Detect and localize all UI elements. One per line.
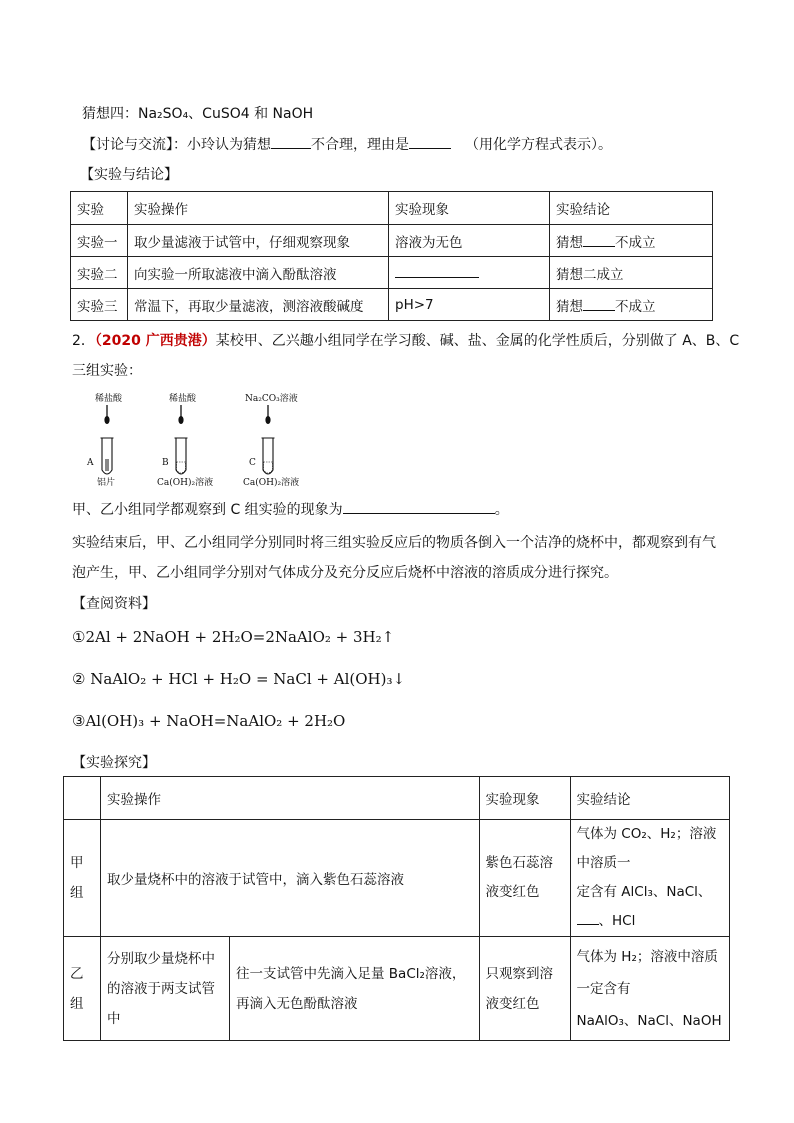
reagent-label: Na₂CO₃溶液 — [245, 394, 298, 404]
observe-suffix: 。 — [494, 502, 509, 518]
experiment-operation: 常温下，再取少量滤液，测溶液酸碱度 — [128, 289, 389, 321]
paragraph-line: 泡产生，甲、乙小组同学分别对气体成分及充分反应后烧杯中溶液的溶质成分进行探究。 — [72, 565, 618, 581]
conclusion-suffix: 不成立 — [615, 298, 656, 315]
tube-c — [243, 392, 299, 488]
experiment-name: 实验二 — [71, 257, 128, 289]
answer-blank[interactable] — [271, 134, 311, 149]
observe-prefix: 甲、乙小组同学都观察到 C 组实验的现象为 — [72, 502, 343, 518]
observe-line — [72, 499, 509, 519]
equation-2: ② NaAlO₂ + HCl + H₂O = NaCl + Al(OH)₃↓ — [72, 670, 406, 688]
tube-content-label: Ca(OH)₂溶液 — [157, 478, 214, 488]
equation-3: ③Al(OH)₃ + NaOH=NaAlO₂ + 2H₂O — [72, 712, 346, 730]
experiment-conclusion — [570, 937, 730, 1041]
question-number: 2． — [72, 333, 95, 349]
explore-table — [63, 776, 730, 1041]
answer-blank[interactable] — [343, 499, 495, 514]
experiment-name: 实验一 — [71, 225, 128, 257]
paragraph-line: 实验结束后，甲、乙小组同学分别同时将三组实验反应后的物质各倒入一个洁净的烧杯中，都观察到有气 — [72, 535, 716, 551]
table-row — [64, 937, 730, 1041]
discussion-suffix: （用化学方程式表示）。 — [465, 137, 612, 153]
table-header: 实验现象 — [479, 777, 570, 820]
tube-a — [86, 392, 123, 488]
answer-blank[interactable] — [583, 296, 615, 311]
experiment-operation: 向实验一所取滤液中滴入酚酞溶液 — [128, 257, 389, 289]
conclusion-prefix: 猜想 — [556, 234, 583, 251]
table-header — [64, 777, 101, 820]
discussion-prefix: 【讨论与交流】：小玲认为猜想 — [82, 137, 271, 153]
table-row — [71, 289, 713, 321]
answer-blank[interactable] — [583, 232, 615, 247]
tube-letter: B — [162, 458, 169, 468]
experiment-phenomenon: 只观察到溶液变红色 — [479, 937, 570, 1041]
aluminum-strip — [105, 459, 109, 471]
experiment-operation: 取少量滤液于试管中，仔细观察现象 — [128, 225, 389, 257]
discussion-line — [82, 134, 612, 154]
conclusion-suffix: 、HCl — [598, 913, 636, 929]
experiment-operation: 分别取少量烧杯中的溶液于两支试管中 — [101, 937, 230, 1041]
conclusion-line — [577, 878, 724, 936]
experiment-operation: 取少量烧杯中的溶液于试管中，滴入紫色石蕊溶液 — [101, 820, 480, 937]
conclusion-line: 气体为 H₂；溶液中溶质一定含有 — [576, 948, 718, 997]
section-title-explore: 【实验探究】 — [72, 755, 156, 771]
table-header: 实验操作 — [101, 777, 480, 820]
equation-1: ①2Al + 2NaOH + 2H₂O=2NaAlO₂ + 3H₂↑ — [72, 628, 395, 646]
experiment-conclusion: 猜想二成立 — [550, 257, 713, 289]
table-header: 实验结论 — [550, 192, 713, 225]
answer-blank[interactable] — [395, 263, 479, 278]
tube-letter: C — [249, 458, 256, 468]
table-header: 实验现象 — [389, 192, 550, 225]
group-label: 乙组 — [64, 937, 101, 1041]
question-source: （2020 广西贵港） — [94, 333, 216, 349]
experiment-phenomenon: 溶液为无色 — [389, 225, 550, 257]
experiment-conclusion — [570, 820, 730, 937]
guess-four: 猜想四：Na₂SO₄、CuSO4 和 NaOH — [82, 106, 314, 122]
conclusion-suffix: 不成立 — [615, 234, 656, 251]
experiment-conclusion — [550, 225, 713, 257]
experiment-phenomenon: 紫色石蕊溶液变红色 — [479, 820, 570, 937]
question-text: 某校甲、乙兴趣小组同学在学习酸、碱、盐、金属的化学性质后，分别做了 A、B、C — [215, 333, 740, 349]
conclusion-prefix: 定含有 AlCl₃、NaCl、 — [576, 884, 712, 900]
answer-blank[interactable] — [577, 910, 599, 925]
table-header: 实验 — [71, 192, 128, 225]
section-title-experiment: 【实验与结论】 — [80, 167, 178, 183]
question-2-line2: 三组实验： — [72, 363, 142, 379]
experiment-conclusion — [550, 289, 713, 321]
experiment-operation: 往一支试管中先滴入足量 BaCl₂溶液，再滴入无色酚酞溶液 — [230, 937, 480, 1041]
table-row — [71, 225, 713, 257]
experiment-phenomenon: pH>7 — [389, 289, 550, 321]
experiment-name: 实验三 — [71, 289, 128, 321]
tube-letter: A — [87, 458, 94, 468]
discussion-mid: 不合理，理由是 — [311, 137, 409, 153]
question-2-line1 — [72, 330, 739, 350]
conclusion-prefix: 猜想 — [556, 298, 583, 315]
tube-content-label: 铝片 — [97, 478, 116, 488]
conclusion-line: 气体为 CO₂、H₂；溶液中溶质一 — [576, 826, 717, 871]
reagent-label: 稀盐酸 — [169, 394, 197, 404]
group-label: 甲组 — [64, 820, 101, 937]
reagent-label: 稀盐酸 — [95, 394, 123, 404]
experiment-phenomenon — [389, 257, 550, 289]
experiment-table — [70, 191, 713, 321]
table-header: 实验操作 — [128, 192, 389, 225]
table-header: 实验结论 — [570, 777, 730, 820]
section-title-info: 【查阅资料】 — [72, 596, 156, 612]
table-row — [64, 820, 730, 937]
table-header-row — [71, 192, 713, 225]
answer-blank[interactable] — [409, 134, 451, 149]
conclusion-line: NaAlO₃、NaCl、NaOH — [576, 1012, 722, 1029]
tube-b — [157, 392, 213, 488]
test-tube-figure — [85, 388, 315, 488]
tube-content-label: Ca(OH)₂溶液 — [243, 478, 300, 488]
table-row — [71, 257, 713, 289]
table-header-row — [64, 777, 730, 820]
